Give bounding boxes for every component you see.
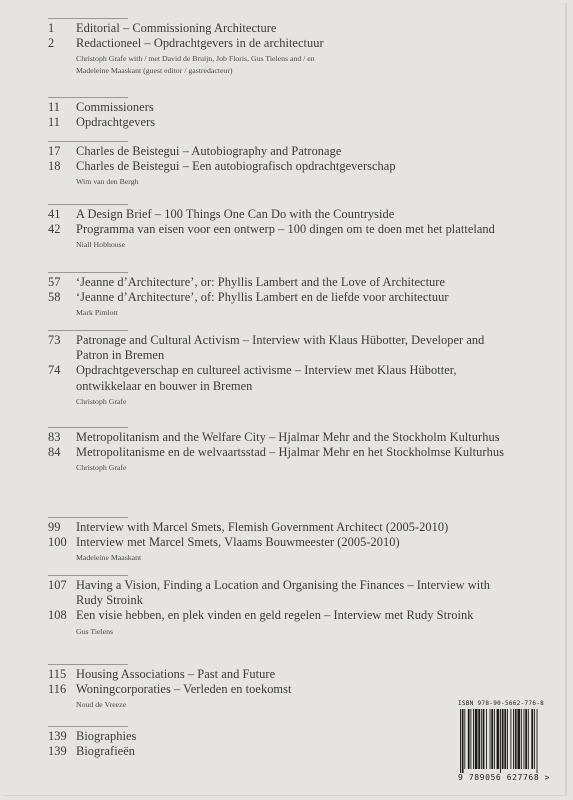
toc-line-english	[48, 578, 518, 608]
toc-line-english	[48, 21, 518, 36]
toc-line-english	[48, 667, 518, 682]
article-title: Redactioneel – Opdrachtgevers in de architectuur	[76, 36, 324, 51]
article-title: Metropolitanism and the Welfare City – Hjalmar Mehr and the Stockholm Kulturhus	[76, 430, 500, 444]
page-number: 1	[48, 21, 55, 35]
toc-line-english	[48, 333, 518, 363]
author-credit: Christoph Grafe	[76, 463, 127, 473]
author-credit: Christoph Grafe	[76, 396, 127, 406]
toc-line-dutch	[48, 115, 518, 130]
toc-entry	[48, 204, 518, 251]
section-divider	[48, 726, 128, 727]
barcode-icon	[458, 709, 561, 773]
page-number: 83	[48, 430, 61, 444]
article-title: Charles de Beistegui – Autobiography and Patronage	[76, 144, 342, 158]
page-number: 107	[48, 578, 67, 592]
article-title: Commissioners	[76, 100, 154, 114]
page-number: 108	[48, 608, 67, 623]
toc-entry	[48, 575, 518, 638]
toc-entry	[48, 427, 518, 474]
article-title: Metropolitanisme en de welvaartsstad – Hjalmar Mehr en het Stockholmse Kulturhus	[76, 445, 504, 460]
author-credit: Christoph Grafe with / met David de Bruijn, Job Floris, Gus Tielens and / en Madeleine Maaskant (guest editor / gastredacteur)	[76, 54, 315, 76]
toc-line-english	[48, 729, 518, 744]
author-credit: Noud de Vreeze	[76, 700, 127, 710]
article-title: Opdrachtgevers	[76, 115, 156, 130]
page-number: 139	[48, 744, 67, 759]
section-divider	[48, 18, 128, 19]
article-title: Biographies	[76, 729, 137, 743]
article-title: Charles de Beistegui – Een autobiografisch opdrachtgeverschap	[76, 159, 396, 174]
article-title: ‘Jeanne d’Architecture’, of: Phyllis Lambert en de liefde voor architectuur	[76, 290, 449, 305]
article-title: Interview with Marcel Smets, Flemish Government Architect (2005-2010)	[76, 520, 449, 534]
article-title: A Design Brief – 100 Things One Can Do with the Countryside	[76, 207, 395, 221]
toc-line-english	[48, 100, 518, 115]
toc-entry	[48, 97, 518, 130]
author-credit: Mark Pimlott	[76, 308, 118, 318]
page-number: 139	[48, 729, 67, 743]
toc-line-english	[48, 207, 518, 222]
toc-line-dutch	[48, 36, 518, 51]
article-title: Een visie hebben, en plek vinden en geld regelen – Interview met Rudy Stroink	[76, 608, 474, 623]
section-divider	[48, 517, 128, 518]
page-number: 84	[48, 445, 61, 460]
page-number: 41	[48, 207, 61, 221]
author-credit: Gus Tielens	[76, 626, 114, 636]
toc-entry	[48, 18, 518, 77]
toc-line-dutch	[48, 535, 518, 550]
page-number: 17	[48, 144, 61, 158]
article-title: Having a Vision, Finding a Location and Organising the Finances – Interview with Rudy Stroink	[76, 578, 491, 608]
toc-entry	[48, 517, 518, 564]
barcode-block	[458, 700, 565, 790]
toc-line-dutch	[48, 290, 518, 305]
toc-line-english	[48, 430, 518, 445]
section-divider	[48, 664, 128, 665]
section-divider	[48, 204, 128, 205]
page-number: 100	[48, 535, 67, 550]
toc-line-dutch	[48, 363, 518, 393]
toc-line-english	[48, 275, 518, 290]
page-number: 115	[48, 667, 67, 681]
article-title: Biografieën	[76, 744, 136, 759]
section-divider	[48, 272, 128, 273]
page-number: 11	[48, 100, 61, 114]
author-credit: Wim van den Bergh	[76, 177, 139, 187]
page-number: 116	[48, 682, 67, 697]
author-credit: Madeleine Maaskant	[76, 553, 142, 563]
section-divider	[48, 330, 128, 331]
section-divider	[48, 141, 128, 142]
toc-entry	[48, 664, 518, 711]
toc-line-dutch	[48, 445, 518, 460]
page-number: 57	[48, 275, 61, 289]
author-credit: Niall Hobhouse	[76, 240, 126, 250]
toc-line-dutch	[48, 159, 518, 174]
page-number: 2	[48, 36, 55, 51]
page-number: 11	[48, 115, 61, 130]
section-divider	[48, 427, 128, 428]
article-title: Programma van eisen voor een ontwerp – 100 dingen om te doen met het platteland	[76, 222, 495, 237]
ean-quiet-mark: >	[544, 773, 551, 782]
toc-entry	[48, 272, 518, 319]
section-divider	[48, 575, 128, 576]
article-title: ‘Jeanne d’Architecture’, or: Phyllis Lambert and the Love of Architecture	[76, 275, 446, 289]
article-title: Woningcorporaties – Verleden en toekomst	[76, 682, 292, 697]
page-number: 99	[48, 520, 61, 534]
toc-line-dutch	[48, 222, 518, 237]
section-divider	[48, 97, 128, 98]
page-number: 58	[48, 290, 61, 305]
article-title: Editorial – Commissioning Architecture	[76, 21, 277, 35]
toc-line-english	[48, 144, 518, 159]
page-number: 74	[48, 363, 61, 378]
toc-entry	[48, 330, 518, 408]
ean-number: 9 789056 627768	[458, 773, 540, 782]
toc-line-dutch	[48, 744, 518, 759]
toc-entry	[48, 726, 518, 759]
isbn-text: ISBN 978-90-5662-776-8	[458, 700, 545, 707]
page-number: 42	[48, 222, 61, 237]
toc-line-english	[48, 520, 518, 535]
article-title: Interview met Marcel Smets, Vlaams Bouwmeester (2005-2010)	[76, 535, 400, 550]
article-title: Patronage and Cultural Activism – Interview with Klaus Hübotter, Developer and Patron in Bremen	[76, 333, 485, 363]
toc-entry	[48, 141, 518, 188]
toc-line-dutch	[48, 608, 518, 623]
article-title: Opdrachtgeverschap en cultureel activisme – Interview met Klaus Hübotter, ontwikkelaar en bouwer in Bremen	[76, 363, 457, 393]
article-title: Housing Associations – Past and Future	[76, 667, 276, 681]
toc-line-dutch	[48, 682, 518, 697]
page-number: 18	[48, 159, 61, 174]
page-number: 73	[48, 333, 61, 347]
